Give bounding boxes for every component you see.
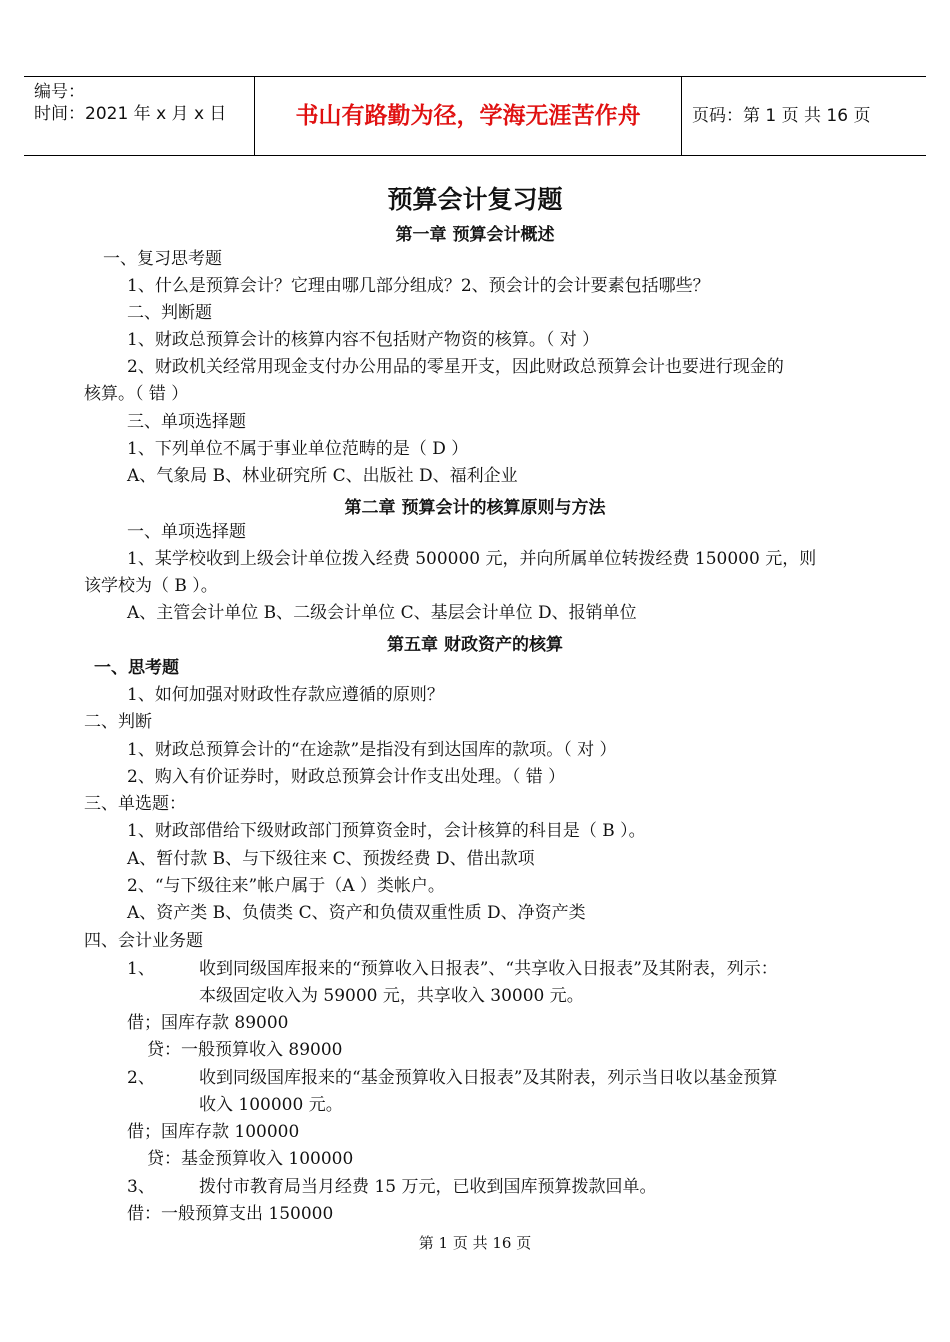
ch5-section2: 二、判断	[84, 712, 152, 732]
ch1-section2: 二、判断题	[127, 303, 212, 323]
business3-number: 3、	[127, 1177, 155, 1197]
ch5-judge2: 2、购入有价证券时，财政总预算会计作支出处理。（ 错 ）	[127, 767, 566, 787]
ch5-question1: 1、如何加强对财政性存款应遵循的原则？	[127, 685, 444, 705]
business2-debit: 借；国库存款 100000	[127, 1122, 300, 1142]
business2-line1: 收到同级国库报来的“基金预算收入日报表”及其附表，列示当日收以基金预算	[199, 1068, 778, 1088]
chapter2-heading: 第二章 预算会计的核算原则与方法	[344, 498, 606, 518]
ch1-question1: 1、什么是预算会计？它理由哪几部分组成？2、预会计的会计要素包括哪些？	[127, 276, 710, 296]
document-title: 预算会计复习题	[387, 185, 563, 214]
ch1-choice1: 1、下列单位不属于事业单位范畴的是（ D ）	[127, 439, 469, 459]
ch2-choice1-line1: 1、某学校收到上级会计单位拨入经费 500000 元，并向所属单位转拨经费 150000 元，则	[127, 549, 817, 569]
ch1-judge1: 1、财政总预算会计的核算内容不包括财产物资的核算。（ 对 ）	[127, 330, 600, 350]
header-motto: 书山有路勤为径，学海无涯苦作舟	[254, 77, 682, 155]
business2-number: 2、	[127, 1068, 155, 1088]
business2-line2: 收入 100000 元。	[199, 1095, 343, 1115]
time-label: 时间：2021 年 x 月 x 日	[34, 104, 227, 124]
ch5-choice2: 2、“与下级往来”帐户属于（A ）类帐户。	[127, 876, 445, 896]
ch2-choice1-options: A、主管会计单位 B、二级会计单位 C、基层会计单位 D、报销单位	[127, 603, 637, 623]
ch5-section4: 四、会计业务题	[84, 931, 203, 951]
page-header	[24, 76, 926, 156]
page-footer: 第 1 页 共 16 页	[418, 1234, 532, 1252]
ch1-section3: 三、单项选择题	[127, 412, 246, 432]
business1-debit: 借；国库存款 89000	[127, 1013, 289, 1033]
business1-number: 1、	[127, 959, 155, 979]
chapter5-heading: 第五章 财政资产的核算	[387, 635, 563, 655]
ch2-choice1-line2: 该学校为（ B ）。	[84, 576, 218, 596]
business1-line1: 收到同级国库报来的“预算收入日报表”、“共享收入日报表”及其附表，列示：	[199, 959, 778, 979]
business2-credit: 贷：基金预算收入 100000	[147, 1149, 354, 1169]
business1-credit: 贷：一般预算收入 89000	[147, 1040, 343, 1060]
ch1-choice1-options: A、气象局 B、林业研究所 C、出版社 D、福利企业	[127, 466, 518, 486]
ch1-judge2-line2: 核算。（ 错 ）	[84, 384, 189, 404]
header-left	[24, 77, 254, 155]
ch2-section1: 一、单项选择题	[127, 522, 246, 542]
ch1-judge2-line1: 2、财政机关经常用现金支付办公用品的零星开支，因此财政总预算会计也要进行现金的	[127, 357, 784, 377]
header-page-info: 页码：第 1 页 共 16 页	[692, 106, 871, 126]
number-label: 编号：	[34, 82, 85, 102]
ch5-section1: 一、思考题	[94, 658, 179, 678]
chapter1-heading: 第一章 预算会计概述	[395, 225, 555, 245]
ch5-judge1: 1、财政总预算会计的“在途款”是指没有到达国库的款项。（ 对 ）	[127, 740, 617, 760]
business3-line1: 拨付市教育局当月经费 15 万元，已收到国库预算拨款回单。	[199, 1177, 657, 1197]
ch5-choice2-options: A、资产类 B、负债类 C、资产和负债双重性质 D、净资产类	[127, 903, 586, 923]
ch5-choice1-options: A、暂付款 B、与下级往来 C、预拨经费 D、借出款项	[127, 849, 535, 869]
ch5-section3: 三、单选题：	[84, 794, 186, 814]
ch5-choice1: 1、财政部借给下级财政部门预算资金时，会计核算的科目是（ B ）。	[127, 821, 646, 841]
business1-line2: 本级固定收入为 59000 元，共享收入 30000 元。	[199, 986, 584, 1006]
ch1-section1: 一、复习思考题	[103, 249, 222, 269]
business3-debit: 借：一般预算支出 150000	[127, 1204, 334, 1224]
